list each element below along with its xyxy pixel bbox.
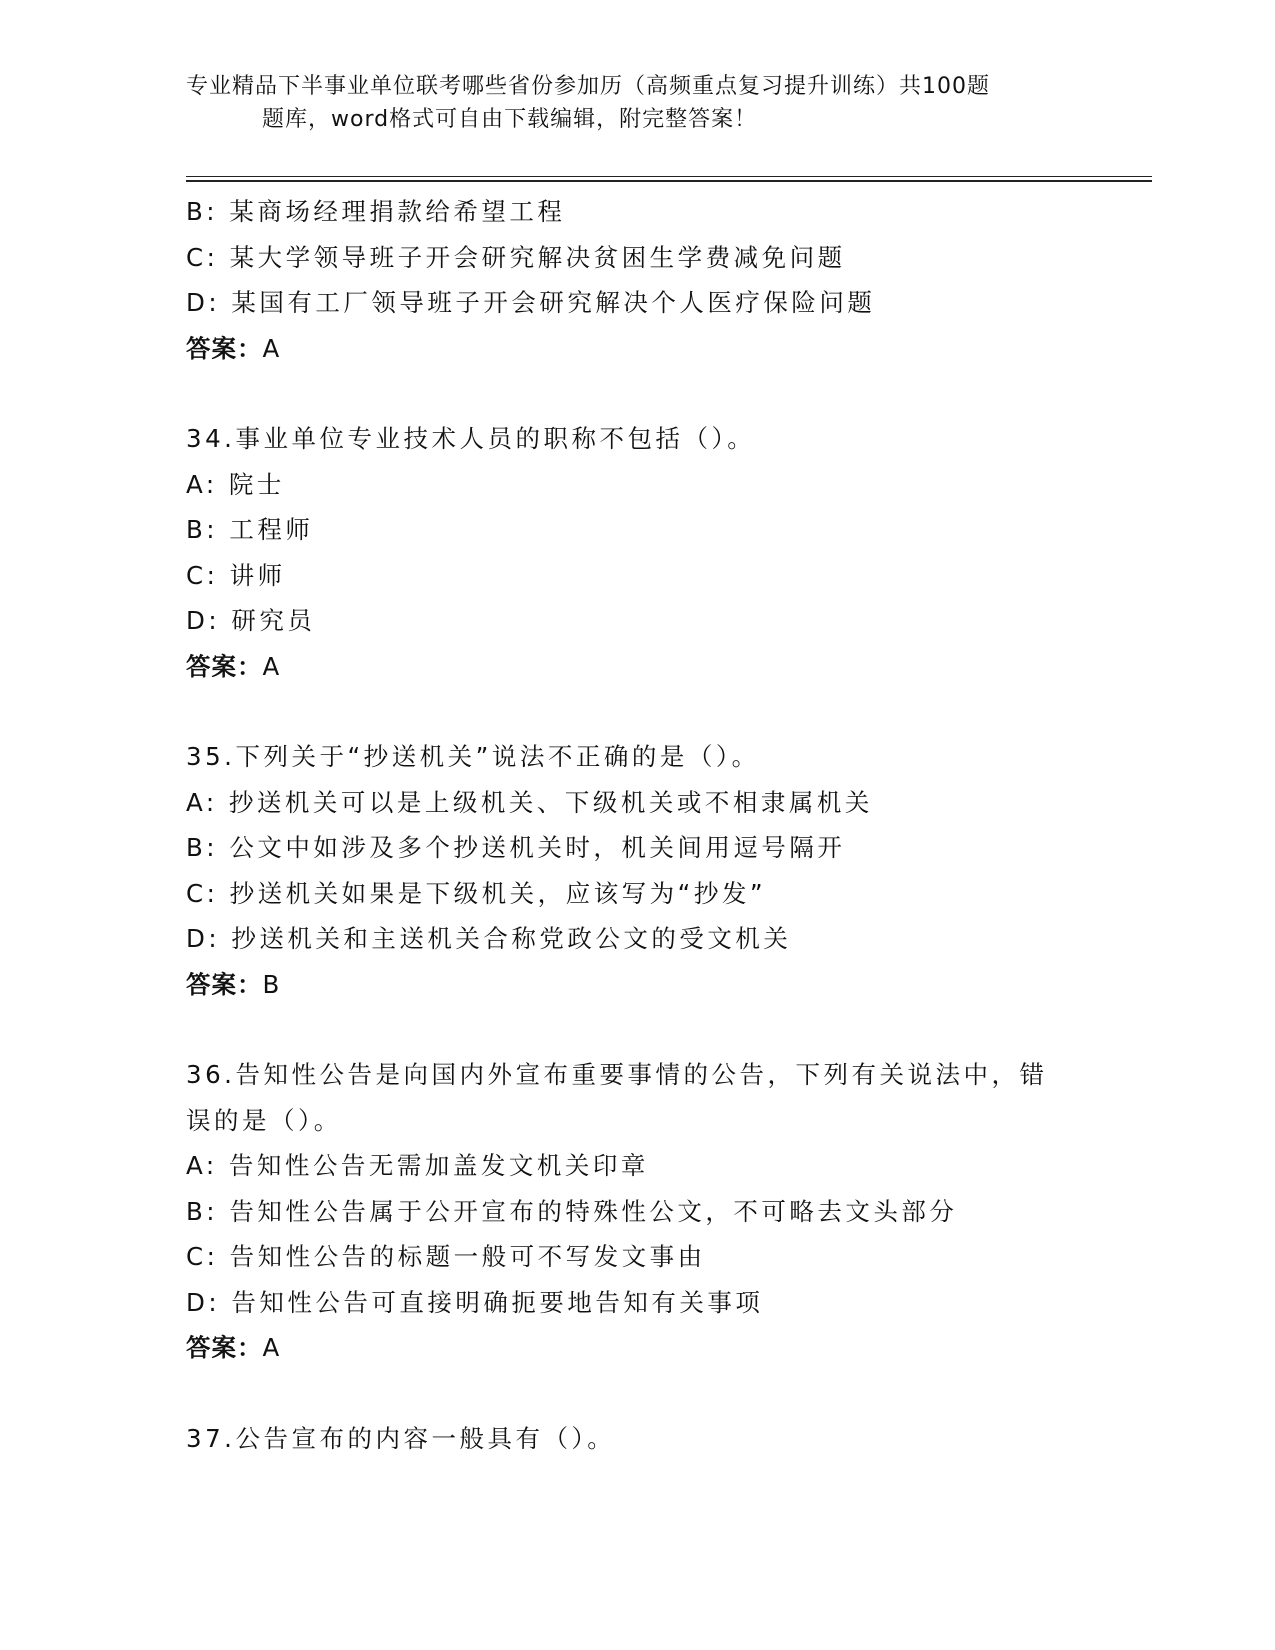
answer-value: B — [262, 969, 281, 999]
question-stem: 34.事业单位专业技术人员的职称不包括（）。 — [186, 424, 756, 453]
question-block-35 — [186, 734, 1086, 1007]
answer-line — [186, 644, 1086, 690]
option-item: B: 某商场经理捐款给希望工程 — [186, 197, 566, 226]
answer-line — [186, 326, 1086, 372]
question-stem: 35.下列关于“抄送机关”说法不正确的是（）。 — [186, 742, 760, 771]
question-stem: 37.公告宣布的内容一般具有（）。 — [186, 1423, 616, 1453]
option-item: C: 某大学领导班子开会研究解决贫困生学费减免问题 — [186, 242, 846, 272]
question-block-36 — [186, 1052, 1086, 1371]
option-item: D: 抄送机关和主送机关合称党政公文的受文机关 — [186, 924, 792, 953]
answer-value: A — [262, 1333, 281, 1362]
answer-label: 答案： — [186, 1333, 263, 1362]
option-item: A: 告知性公告无需加盖发文机关印章 — [186, 1151, 649, 1180]
option-item: D: 告知性公告可直接明确扼要地告知有关事项 — [186, 1287, 764, 1317]
header-title-line-1: 专业精品下半事业单位联考哪些省份参加历（高频重点复习提升训练）共100题 — [186, 74, 990, 99]
header-title-line-2: 题库，word格式可自由下载编辑，附完整答案！ — [262, 107, 758, 132]
answer-line — [186, 1325, 1086, 1371]
option-item: B: 工程师 — [186, 515, 314, 544]
option-item: C: 抄送机关如果是下级机关，应该写为“抄发” — [186, 878, 767, 908]
question-block-34 — [186, 416, 1086, 689]
question-stem-continued: 误的是（）。 — [186, 1105, 342, 1135]
option-item: B: 公文中如涉及多个抄送机关时，机关间用逗号隔开 — [186, 833, 846, 862]
option-item: A: 院士 — [186, 469, 285, 499]
option-item: C: 告知性公告的标题一般可不写发文事由 — [186, 1242, 706, 1271]
option-item: D: 某国有工厂领导班子开会研究解决个人医疗保险问题 — [186, 288, 876, 317]
answer-value: A — [262, 333, 281, 363]
answer-label: 答案： — [186, 969, 263, 999]
question-block-37 — [186, 1416, 1086, 1462]
answer-value: A — [262, 651, 281, 681]
answer-line — [186, 962, 1086, 1008]
question-block-33 — [186, 189, 1086, 371]
answer-label: 答案： — [186, 333, 263, 363]
answer-label: 答案： — [186, 651, 263, 681]
option-item: C: 讲师 — [186, 560, 286, 590]
option-item: B: 告知性公告属于公开宣布的特殊性公文，不可略去文头部分 — [186, 1196, 958, 1226]
header-divider-thin — [186, 176, 1152, 177]
question-list — [186, 189, 1086, 1461]
option-item: D: 研究员 — [186, 606, 316, 635]
document-header — [186, 70, 1066, 136]
header-divider-thick — [186, 180, 1152, 182]
question-stem: 36.告知性公告是向国内外宣布重要事情的公告，下列有关说法中，错 — [186, 1060, 1048, 1089]
option-item: A: 抄送机关可以是上级机关、下级机关或不相隶属机关 — [186, 787, 873, 817]
